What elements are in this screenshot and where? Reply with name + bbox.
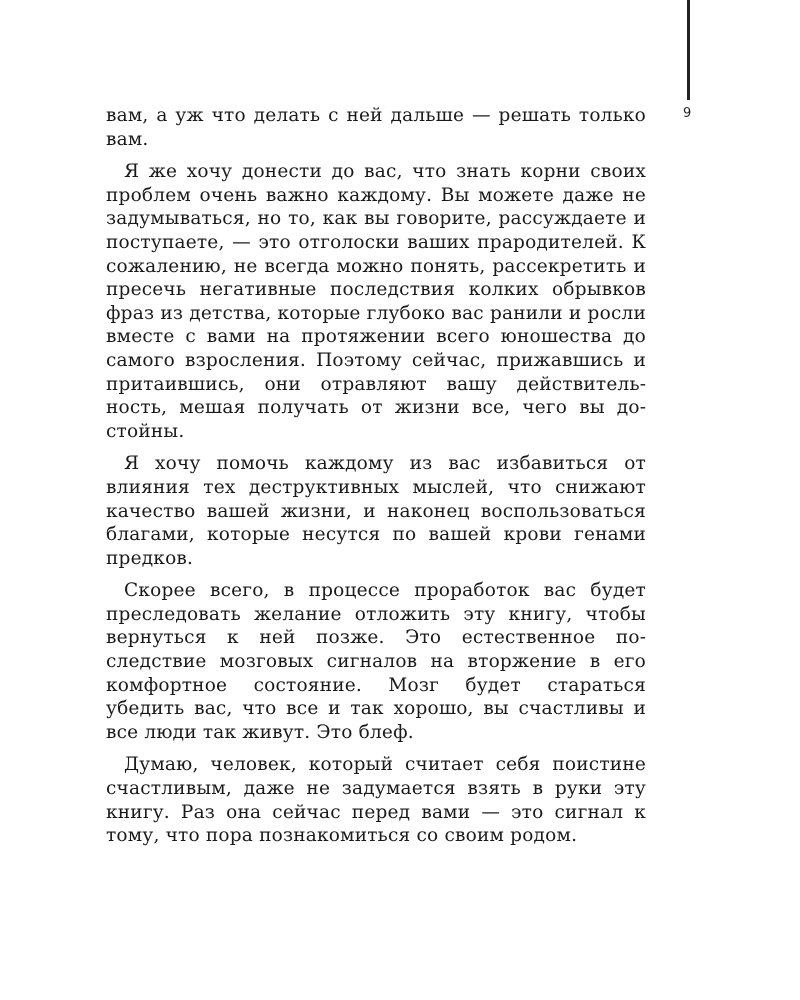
paragraph-3: Я хочу помочь каждому из вас избавиться от влияния тех деструктивных мыслей, что снижают качество вашей жизни, и наконец воспользоваться благами, которые несутся по вашей крови генами предков. [106,453,646,569]
paragraph-2: Я же хочу донести до вас, что знать корни своих проблем очень важно каждому. Вы можете даже не задумываться, но то, как вы говорите, рассуждаете и поступаете, — это отголоски ваших прародителей. К сожалению, не всегда можно понять, рассекретить и пресечь негативные последствия колких обрывков фраз из детства, которые глубоко вас ранили и росли вместе с вами на протяжении всего юношества до самого взросления. Поэтому сейчас, прижавшись и притаившись, они отравляют вашу действительность, мешая получать от жизни все, чего вы достойны. [106,161,646,442]
paragraph-5: Думаю, человек, который считает себя поистине счастливым, даже не задумается взять в руки эту книгу. Раз она сейчас перед вами — это сигнал к тому, что пора познакомиться со своим родом. [106,754,646,847]
top-margin-rule [687,0,690,100]
page-number: 9 [683,106,692,121]
body-text [106,104,646,857]
paragraph-1: вам, а уж что делать с ней дальше — решать только вам. [106,105,646,150]
paragraph-4: Скорее всего, в процессе проработок вас будет преследовать желание отложить эту книгу, чтобы вернуться к ней позже. Это естественное последствие мозговых сигналов на вторжение в его комфортное состояние. Мозг будет стараться убедить вас, что все и так хорошо, вы счастливы и все люди так живут. Это блеф. [106,580,646,743]
